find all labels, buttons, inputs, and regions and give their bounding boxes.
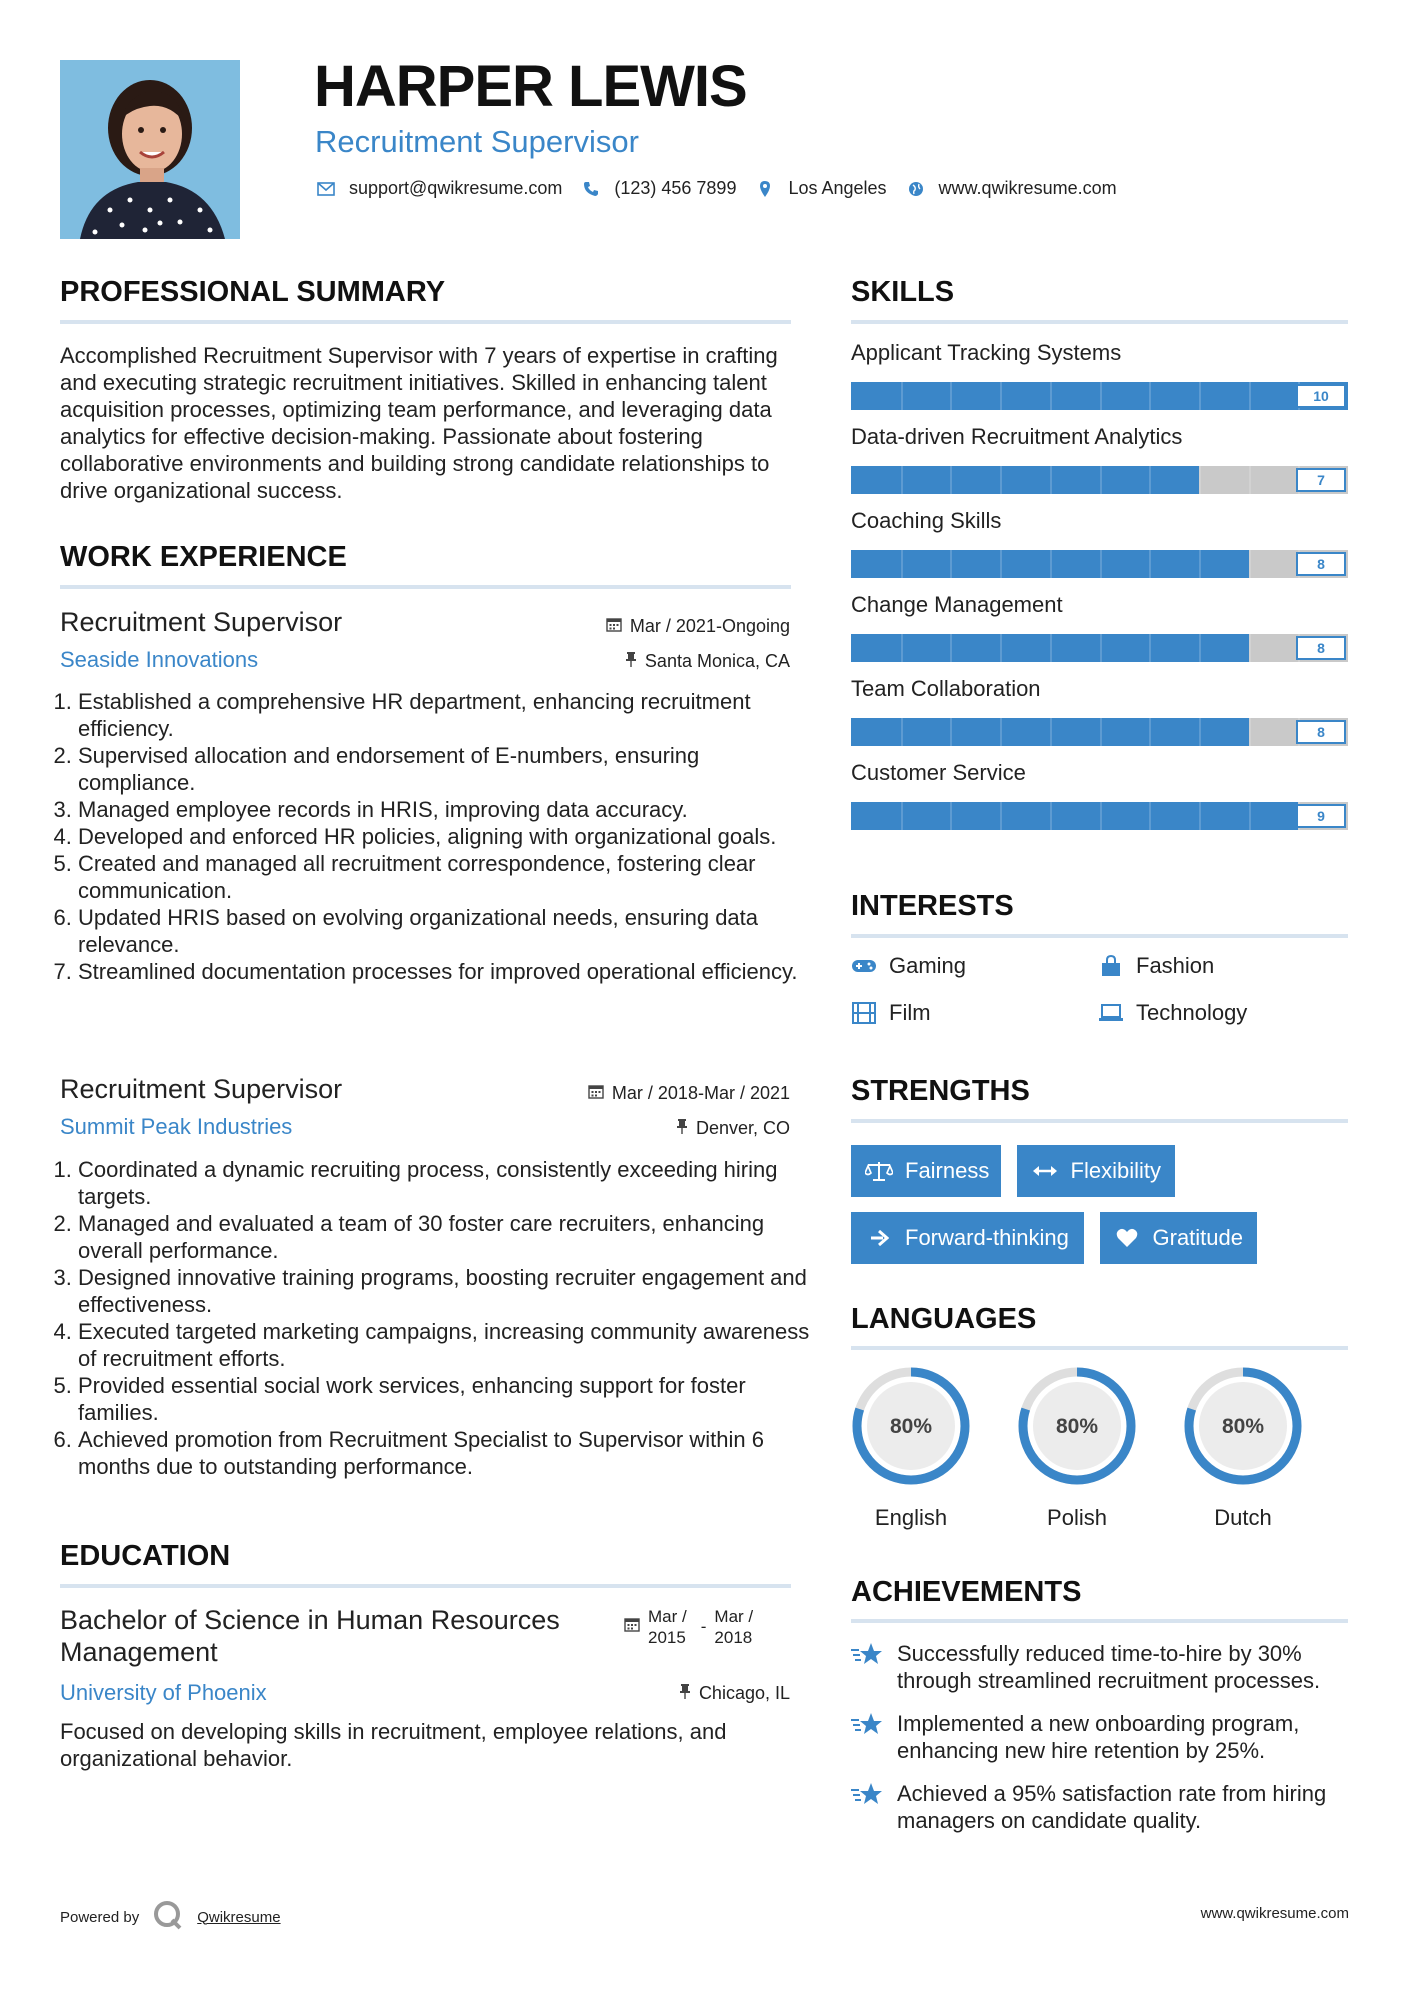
contact-email[interactable]: [315, 178, 562, 199]
skill-bar-segment: [1050, 550, 1052, 578]
job-1-location-text: Santa Monica, CA: [644, 651, 790, 671]
skill-bar-segment: [1100, 466, 1102, 494]
pushpin-icon: [679, 1683, 691, 1704]
strength-fairness: [851, 1145, 1001, 1197]
skill-bar-segment: [1199, 802, 1201, 830]
skill-item: [851, 424, 1348, 494]
interest-fashion: [1098, 953, 1214, 979]
skill-item: [851, 592, 1348, 662]
skill-name: Change Management: [851, 592, 1063, 617]
achievement-text: Successfully reduced time-to-hire by 30% through streamlined recruitment processes.: [897, 1641, 1321, 1693]
star-icon: [851, 1640, 883, 1694]
list-item: 7. Streamlined documentation processes for improved operational efficiency.: [78, 958, 818, 985]
skill-bar-fill: [851, 466, 1199, 494]
job-1-dates: [606, 616, 790, 637]
skill-bar-segment: [950, 550, 952, 578]
location-text: Los Angeles: [788, 178, 887, 198]
calendar-icon: [588, 1083, 604, 1104]
skill-bar-segment: [1149, 550, 1151, 578]
achievements-list: [851, 1640, 1351, 1834]
interests-divider: [851, 934, 1348, 938]
language-ring: [1183, 1366, 1303, 1486]
skill-bar-segment: [1249, 718, 1251, 746]
strength-label: Fairness: [905, 1158, 990, 1183]
star-icon: [851, 1710, 883, 1764]
list-item: 1. Established a comprehensive HR department, enhancing recruitment efficiency.: [78, 688, 818, 742]
skill-bar-segment: [1149, 382, 1151, 410]
phone-icon: [580, 181, 602, 197]
strength-label: Flexibility: [1070, 1158, 1161, 1183]
strengths-heading: STRENGTHS: [851, 1075, 1030, 1107]
skill-bar-segment: [901, 466, 903, 494]
job-1-location: [625, 651, 790, 672]
skill-bar-segment: [1100, 550, 1102, 578]
powered-by-label: Powered by: [60, 1908, 140, 1926]
job-title-headline: Recruitment Supervisor: [315, 124, 639, 159]
skill-item: [851, 508, 1348, 578]
education-end-month: Mar /: [714, 1607, 754, 1626]
job-1-title: Recruitment Supervisor: [60, 607, 343, 637]
language-ring: [1017, 1366, 1137, 1486]
education-start: [648, 1606, 687, 1648]
skill-bar-segment: [1050, 634, 1052, 662]
skill-item: [851, 760, 1348, 830]
education-location-text: Chicago, IL: [698, 1683, 790, 1703]
job-1-company: Seaside Innovations: [60, 647, 259, 672]
skill-name: Applicant Tracking Systems: [851, 340, 1122, 365]
achievements-divider: [851, 1619, 1348, 1623]
job-2-location: [676, 1118, 790, 1139]
skill-bar-segment: [901, 718, 903, 746]
skill-bar-segment: [1199, 634, 1201, 662]
language-percent: 80%: [1055, 1415, 1099, 1438]
skill-bar-segment: [1100, 634, 1102, 662]
education-end: [714, 1606, 753, 1648]
skill-bar-segment: [1149, 718, 1151, 746]
footer-powered-by: [60, 1900, 281, 1934]
language-percent: 80%: [889, 1415, 933, 1438]
list-item: 1. Coordinated a dynamic recruiting process, consistently exceeding hiring targets.: [78, 1156, 818, 1210]
skill-level-badge: 8: [1296, 720, 1346, 744]
language-name: Polish: [1047, 1505, 1107, 1530]
job-2-duties: [60, 1156, 818, 1480]
language-name: Dutch: [1214, 1505, 1272, 1530]
list-item: 4. Developed and enforced HR policies, aligning with organizational goals.: [78, 823, 818, 850]
skill-bar-segment: [1249, 466, 1251, 494]
achievement-text: Achieved a 95% satisfaction rate from hiring managers on candidate quality.: [897, 1781, 1327, 1833]
skill-bar-segment: [901, 634, 903, 662]
website-text: www.qwikresume.com: [938, 178, 1117, 198]
job-1-date-text: Mar / 2021-Ongoing: [629, 616, 790, 636]
contact-location: [754, 178, 886, 199]
languages-divider: [851, 1346, 1348, 1350]
skill-bar-segment: [1050, 802, 1052, 830]
skill-level-badge: 8: [1296, 552, 1346, 576]
interests-heading: INTERESTS: [851, 890, 1014, 922]
list-item: [851, 1780, 1351, 1834]
list-item: 5. Created and managed all recruitment correspondence, fostering clear communication.: [78, 850, 818, 904]
education-location: [679, 1683, 790, 1704]
list-item: 2. Supervised allocation and endorsement of E-numbers, ensuring compliance.: [78, 742, 818, 796]
skill-bar-segment: [1149, 802, 1151, 830]
skill-item: [851, 340, 1348, 410]
skill-bar-segment: [950, 382, 952, 410]
list-item: 3. Managed employee records in HRIS, improving data accuracy.: [78, 796, 818, 823]
skill-bar-segment: [1100, 382, 1102, 410]
skills-heading: SKILLS: [851, 276, 955, 308]
experience-heading: WORK EXPERIENCE: [60, 541, 347, 573]
skill-bar: [851, 382, 1348, 410]
strength-forward-thinking: [851, 1212, 1084, 1264]
education-start-year: 2015: [648, 1628, 686, 1647]
skill-name: Coaching Skills: [851, 508, 1002, 533]
pushpin-icon: [676, 1118, 688, 1139]
skill-level-badge: 7: [1296, 468, 1346, 492]
achievements-heading: ACHIEVEMENTS: [851, 1576, 1082, 1608]
education-start-month: Mar /: [648, 1607, 687, 1626]
skill-bar-segment: [950, 802, 952, 830]
summary-heading: PROFESSIONAL SUMMARY: [60, 276, 446, 308]
language-percent: 80%: [1221, 1415, 1265, 1438]
list-item: 3. Designed innovative training programs, boosting recruiter engagement and effectiveness.: [78, 1264, 818, 1318]
calendar-icon: [624, 1606, 640, 1637]
skill-bar-segment: [1000, 802, 1002, 830]
language-item: [1017, 1366, 1137, 1531]
language-item: [1183, 1366, 1303, 1531]
skills-list: [851, 340, 1348, 844]
skill-bar: [851, 634, 1348, 662]
skill-bar-segment: [1000, 550, 1002, 578]
language-ring: [851, 1366, 971, 1486]
languages-list: [851, 1366, 1303, 1531]
skill-name: Data-driven Recruitment Analytics: [851, 424, 1183, 449]
skill-bar-segment: [1000, 634, 1002, 662]
list-item: 2. Managed and evaluated a team of 30 foster care recruiters, enhancing overall performance.: [78, 1210, 818, 1264]
skill-bar-segment: [901, 382, 903, 410]
calendar-icon: [606, 616, 622, 637]
interest-film: [851, 1000, 931, 1026]
phone-text: (123) 456 7899: [614, 178, 737, 198]
list-item: [851, 1710, 1351, 1764]
skill-bar-segment: [1000, 466, 1002, 494]
language-name: English: [874, 1505, 948, 1530]
skill-bar-segment: [1249, 382, 1251, 410]
job-2-company: Summit Peak Industries: [60, 1114, 293, 1139]
skill-bar-segment: [1249, 802, 1251, 830]
interest-label: Technology: [1136, 1000, 1248, 1025]
language-item: [851, 1366, 971, 1531]
skill-bar-segment: [1199, 550, 1201, 578]
interest-label: Fashion: [1136, 953, 1215, 978]
arrows-horizontal-icon: [1031, 1164, 1059, 1178]
laptop-icon: [1098, 1002, 1124, 1024]
skill-bar-segment: [1199, 382, 1201, 410]
education-description: Focused on developing skills in recruitment, employee relations, and organizational behavior.: [60, 1719, 727, 1771]
education-heading: EDUCATION: [60, 1540, 231, 1572]
footer-website[interactable]: www.qwikresume.com: [1200, 1905, 1349, 1922]
skill-bar-segment: [1100, 718, 1102, 746]
contact-website[interactable]: [905, 178, 1117, 199]
skill-bar-segment: [901, 802, 903, 830]
list-item: [851, 1640, 1351, 1694]
skill-bar-segment: [1100, 802, 1102, 830]
balance-scale-icon: [865, 1160, 893, 1182]
strengths-divider: [851, 1119, 1348, 1123]
skills-divider: [851, 320, 1348, 324]
skill-bar: [851, 550, 1348, 578]
strength-label: Gratitude: [1152, 1225, 1243, 1250]
gamepad-icon: [851, 955, 877, 977]
skill-bar-segment: [1149, 634, 1151, 662]
arrow-right-icon: [865, 1229, 893, 1247]
list-item: 5. Provided essential social work services, enhancing support for foster families.: [78, 1372, 818, 1426]
candidate-name: HARPER LEWIS: [314, 54, 747, 119]
pushpin-icon: [625, 651, 637, 672]
contact-phone[interactable]: [580, 178, 736, 199]
skill-bar-segment: [1000, 718, 1002, 746]
email-text: support@qwikresume.com: [349, 178, 563, 198]
envelope-icon: [315, 182, 337, 196]
skill-bar-segment: [1050, 718, 1052, 746]
map-marker-icon: [754, 180, 776, 198]
skill-bar: [851, 802, 1348, 830]
experience-divider: [60, 585, 791, 589]
job-1-duties: [60, 688, 818, 985]
strength-gratitude: [1100, 1212, 1257, 1264]
skill-level-badge: 8: [1296, 636, 1346, 660]
interest-technology: [1098, 1000, 1247, 1026]
interest-label: Gaming: [889, 953, 967, 978]
skill-level-badge: 10: [1296, 384, 1346, 408]
skill-bar-fill: [851, 802, 1298, 830]
skill-item: [851, 676, 1348, 746]
education-end-year: 2018: [714, 1628, 753, 1647]
shopping-bag-icon: [1098, 955, 1124, 977]
skill-name: Customer Service: [851, 760, 1026, 785]
skill-bar-segment: [1050, 466, 1052, 494]
skill-bar-segment: [1249, 634, 1251, 662]
job-2-location-text: Denver, CO: [695, 1118, 790, 1138]
languages-heading: LANGUAGES: [851, 1303, 1037, 1335]
skill-bar-segment: [1199, 718, 1201, 746]
job-2-dates: [588, 1083, 790, 1104]
job-2-date-text: Mar / 2018-Mar / 2021: [611, 1083, 790, 1103]
skill-level-badge: 9: [1296, 804, 1346, 828]
qwikresume-link[interactable]: Qwikresume: [197, 1908, 281, 1926]
qwikresume-logo-icon: [153, 1900, 183, 1934]
achievement-text: Implemented a new onboarding program, enhancing new hire retention by 25%.: [897, 1711, 1300, 1763]
strength-flexibility: [1017, 1145, 1175, 1197]
skill-bar: [851, 718, 1348, 746]
skill-bar-segment: [901, 550, 903, 578]
skill-bar-segment: [1000, 382, 1002, 410]
job-2-title: Recruitment Supervisor: [60, 1074, 343, 1104]
list-item: 6. Updated HRIS based on evolving organizational needs, ensuring data relevance.: [78, 904, 818, 958]
skill-bar-segment: [950, 466, 952, 494]
skill-bar-segment: [1199, 466, 1201, 494]
list-item: 6. Achieved promotion from Recruitment Specialist to Supervisor within 6 months due to outstanding performance.: [78, 1426, 818, 1480]
summary-divider: [60, 320, 791, 324]
interest-label: Film: [889, 1000, 931, 1025]
film-icon: [851, 1002, 877, 1024]
list-item: 4. Executed targeted marketing campaigns, increasing community awareness of recruitment efforts.: [78, 1318, 818, 1372]
skill-bar-segment: [950, 718, 952, 746]
globe-icon: [905, 181, 927, 197]
heart-icon: [1114, 1228, 1141, 1248]
strength-label: Forward-thinking: [905, 1225, 1069, 1250]
skill-name: Team Collaboration: [851, 676, 1041, 701]
skill-bar-segment: [950, 634, 952, 662]
skill-bar-segment: [1149, 466, 1151, 494]
skill-bar-segment: [1249, 550, 1251, 578]
skill-bar: [851, 466, 1348, 494]
interest-gaming: [851, 953, 966, 979]
education-school: University of Phoenix: [60, 1680, 267, 1705]
education-date-dash: -: [700, 1617, 707, 1636]
contact-bar: [315, 178, 1117, 199]
skill-bar-segment: [1050, 382, 1052, 410]
star-icon: [851, 1780, 883, 1834]
education-divider: [60, 1584, 791, 1588]
education-degree: Bachelor of Science in Human Resources Management: [60, 1605, 560, 1667]
summary-text: Accomplished Recruitment Supervisor with 7 years of expertise in crafting and executing strategic recruitment initiatives. Skilled in enhancing talent acquisition processes, optimizing team performance, and leveraging data analytics for effective decision-making. Passionate about fostering collaborative environments and building strong candidate relationships to drive organizational success.: [60, 343, 778, 503]
education-dates: [624, 1606, 753, 1648]
profile-photo: [60, 60, 240, 239]
